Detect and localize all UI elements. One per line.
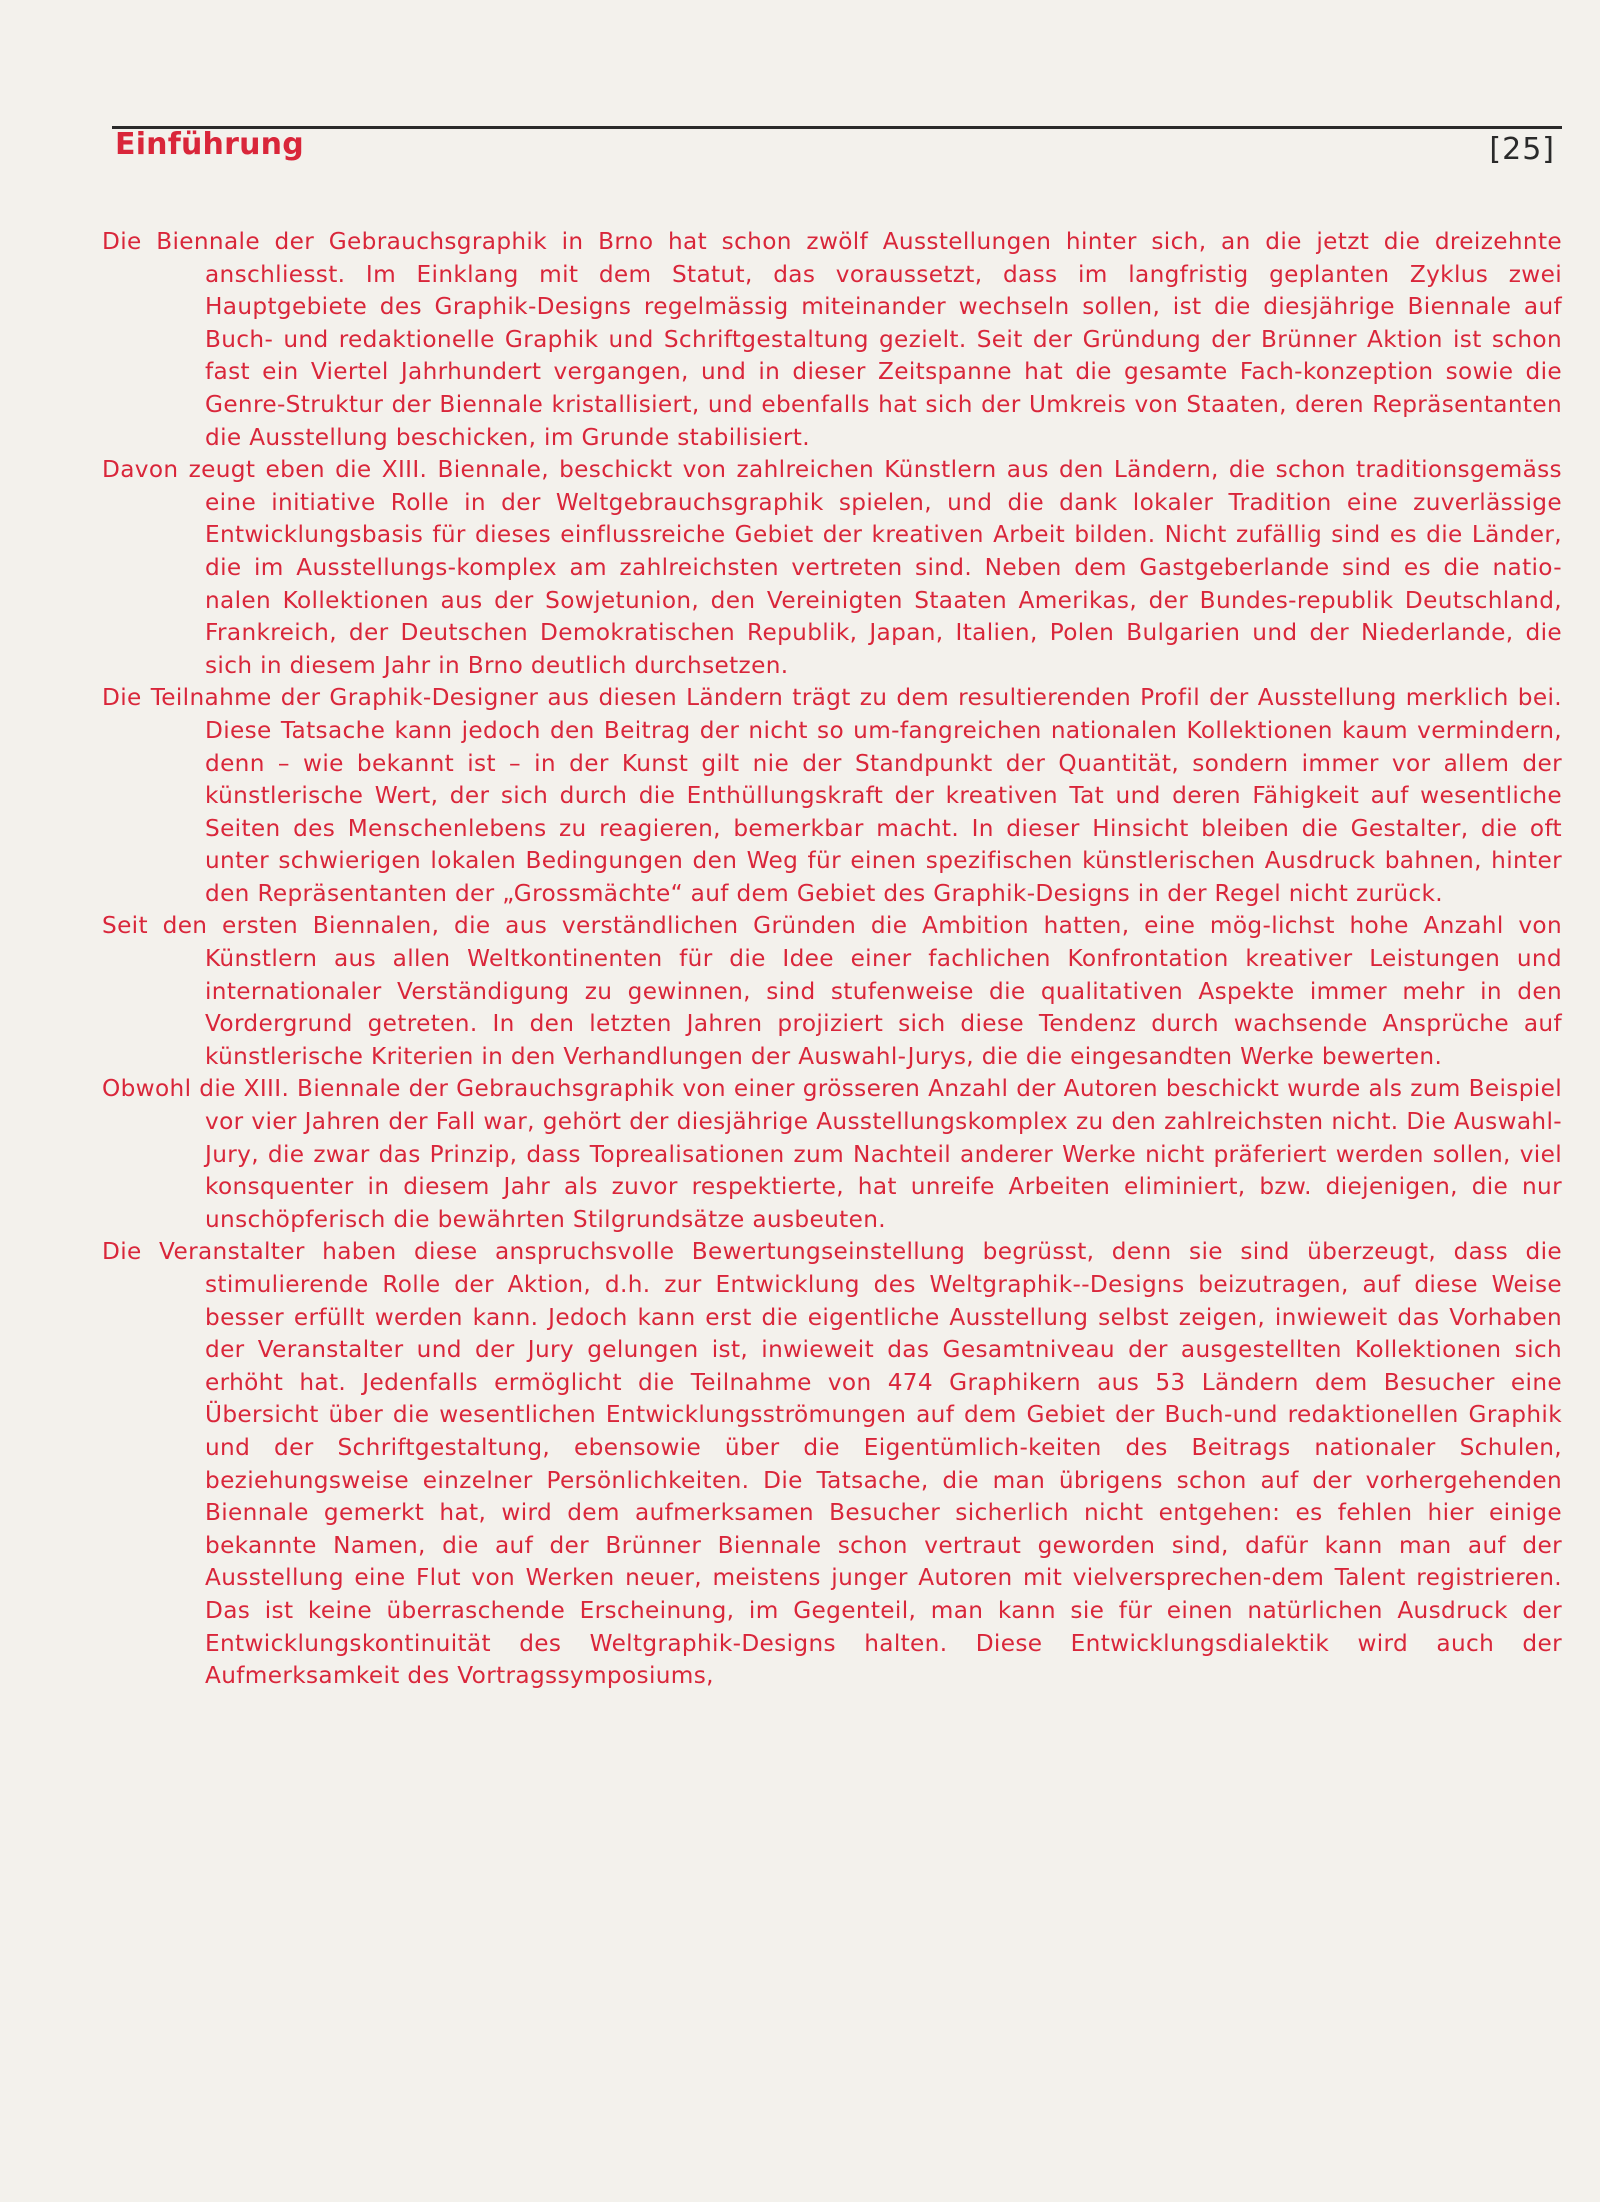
paragraph-3: Die Teilnahme der Graphik-Designer aus diesen Ländern trägt zu dem resultierenden Profil der Ausstellung merklich bei. Diese Tatsache kann jedoch den Beitrag der nicht so um-fangreichen nationalen Kollektionen kaum vermindern, denn – wie bekannt ist – in der Kunst gilt nie der Standpunkt der Quantität, sondern immer vor allem der künstlerische Wert, der sich durch die Enthüllungskraft der kreativen Tat und deren Fähigkeit auf wesentliche Seiten des Menschenlebens zu reagieren, bemerkbar macht. In dieser Hinsicht bleiben die Gestalter, die oft unter schwierigen lokalen Bedingungen den Weg für einen spezifischen künstlerischen Ausdruck bahnen, hinter den Repräsentanten der „Grossmächte“ auf dem Gebiet des Graphik-Designs in der Regel nicht zurück. — [102, 684, 1562, 907]
page-number: [25] — [1489, 132, 1555, 167]
paragraph-4: Seit den ersten Biennalen, die aus verständlichen Gründen die Ambition hatten, eine mög-lichst hohe Anzahl von Künstlern aus allen Weltkontinenten für die Idee einer fachlichen Konfrontation kreativer Leistungen und internationaler Verständigung zu gewinnen, sind stufenweise die qualitativen Aspekte immer mehr in den Vordergrund getreten. In den letzten Jahren projiziert sich diese Tendenz durch wachsende Ansprüche auf künstlerische Kriterien in den Verhandlungen der Auswahl-Jurys, die die eingesandten Werke bewerten. — [102, 912, 1562, 1070]
header-rule — [112, 126, 1562, 129]
paragraph-5: Obwohl die XIII. Biennale der Gebrauchsgraphik von einer grösseren Anzahl der Autoren beschickt wurde als zum Beispiel vor vier Jahren der Fall war, gehört der diesjährige Ausstellungskomplex zu den zahlreichsten nicht. Die Auswahl-Jury, die zwar das Prinzip, dass Toprealisationen zum Nachteil anderer Werke nicht präferiert werden sollen, viel konsquenter in diesem Jahr als zuvor respektierte, hat unreife Arbeiten eliminiert, bzw. diejenigen, die nur unschöpferisch die bewährten Stilgrundsätze ausbeuten. — [102, 1075, 1562, 1233]
paragraph-1: Die Biennale der Gebrauchsgraphik in Brno hat schon zwölf Ausstellungen hinter sich, an die jetzt die dreizehnte anschliesst. Im Einklang mit dem Statut, das voraussetzt, dass im langfristig geplanten Zyklus zwei Hauptgebiete des Graphik-Designs regelmässig miteinander wechseln sollen, ist die diesjährige Biennale auf Buch- und redaktionelle Graphik und Schriftgestaltung gezielt. Seit der Gründung der Brünner Aktion ist schon fast ein Viertel Jahrhundert vergangen, und in dieser Zeitspanne hat die gesamte Fach-konzeption sowie die Genre-Struktur der Biennale kristallisiert, und ebenfalls hat sich der Umkreis von Staaten, deren Repräsentanten die Ausstellung beschicken, im Grunde stabilisiert. — [102, 228, 1562, 451]
paragraph-6: Die Veranstalter haben diese anspruchsvolle Bewertungseinstellung begrüsst, denn sie sind überzeugt, dass die stimulierende Rolle der Aktion, d.h. zur Entwicklung des Weltgraphik--Designs beizutragen, auf diese Weise besser erfüllt werden kann. Jedoch kann erst die eigentliche Ausstellung selbst zeigen, inwieweit das Vorhaben der Veranstalter und der Jury gelungen ist, inwieweit das Gesamtniveau der ausgestellten Kollektionen sich erhöht hat. Jedenfalls ermöglicht die Teilnahme von 474 Graphikern aus 53 Ländern dem Besucher eine Übersicht über die wesentlichen Entwicklungsströmungen auf dem Gebiet der Buch-und redaktionellen Graphik und der Schriftgestaltung, ebensowie über die Eigentümlich-keiten des Beitrags nationaler Schulen, beziehungsweise einzelner Persönlichkeiten. Die Tatsache, die man übrigens schon auf der vorhergehenden Biennale gemerkt hat, wird dem aufmerksamen Besucher sicherlich nicht entgehen: es fehlen hier einige bekannte Namen, die auf der Brünner Biennale schon vertraut geworden sind, dafür kann man auf der Ausstellung eine Flut von Werken neuer, meistens junger Autoren mit vielversprechen-dem Talent registrieren. Das ist keine überraschende Erscheinung, im Gegenteil, man kann sie für einen natürlichen Ausdruck der Entwicklungskontinuität des Weltgraphik-Designs halten. Diese Entwicklungsdialektik wird auch der Aufmerksamkeit des Vortragssymposiums, — [102, 1238, 1562, 1690]
paragraph-2: Davon zeugt eben die XIII. Biennale, beschickt von zahlreichen Künstlern aus den Ländern, die schon traditionsgemäss eine initiative Rolle in der Weltgebrauchsgraphik spielen, und die dank lokaler Tradition eine zuverlässige Entwicklungsbasis für dieses einflussreiche Gebiet der kreativen Arbeit bilden. Nicht zufällig sind es die Länder, die im Ausstellungs-komplex am zahlreichsten vertreten sind. Neben dem Gastgeberlande sind es die natio-nalen Kollektionen aus der Sowjetunion, den Vereinigten Staaten Amerikas, der Bundes-republik Deutschland, Frankreich, der Deutschen Demokratischen Republik, Japan, Italien, Polen Bulgarien und der Niederlande, die sich in diesem Jahr in Brno deutlich durchsetzen. — [102, 456, 1562, 679]
body-text — [102, 226, 1562, 1693]
page-title: Einführung — [115, 127, 304, 162]
